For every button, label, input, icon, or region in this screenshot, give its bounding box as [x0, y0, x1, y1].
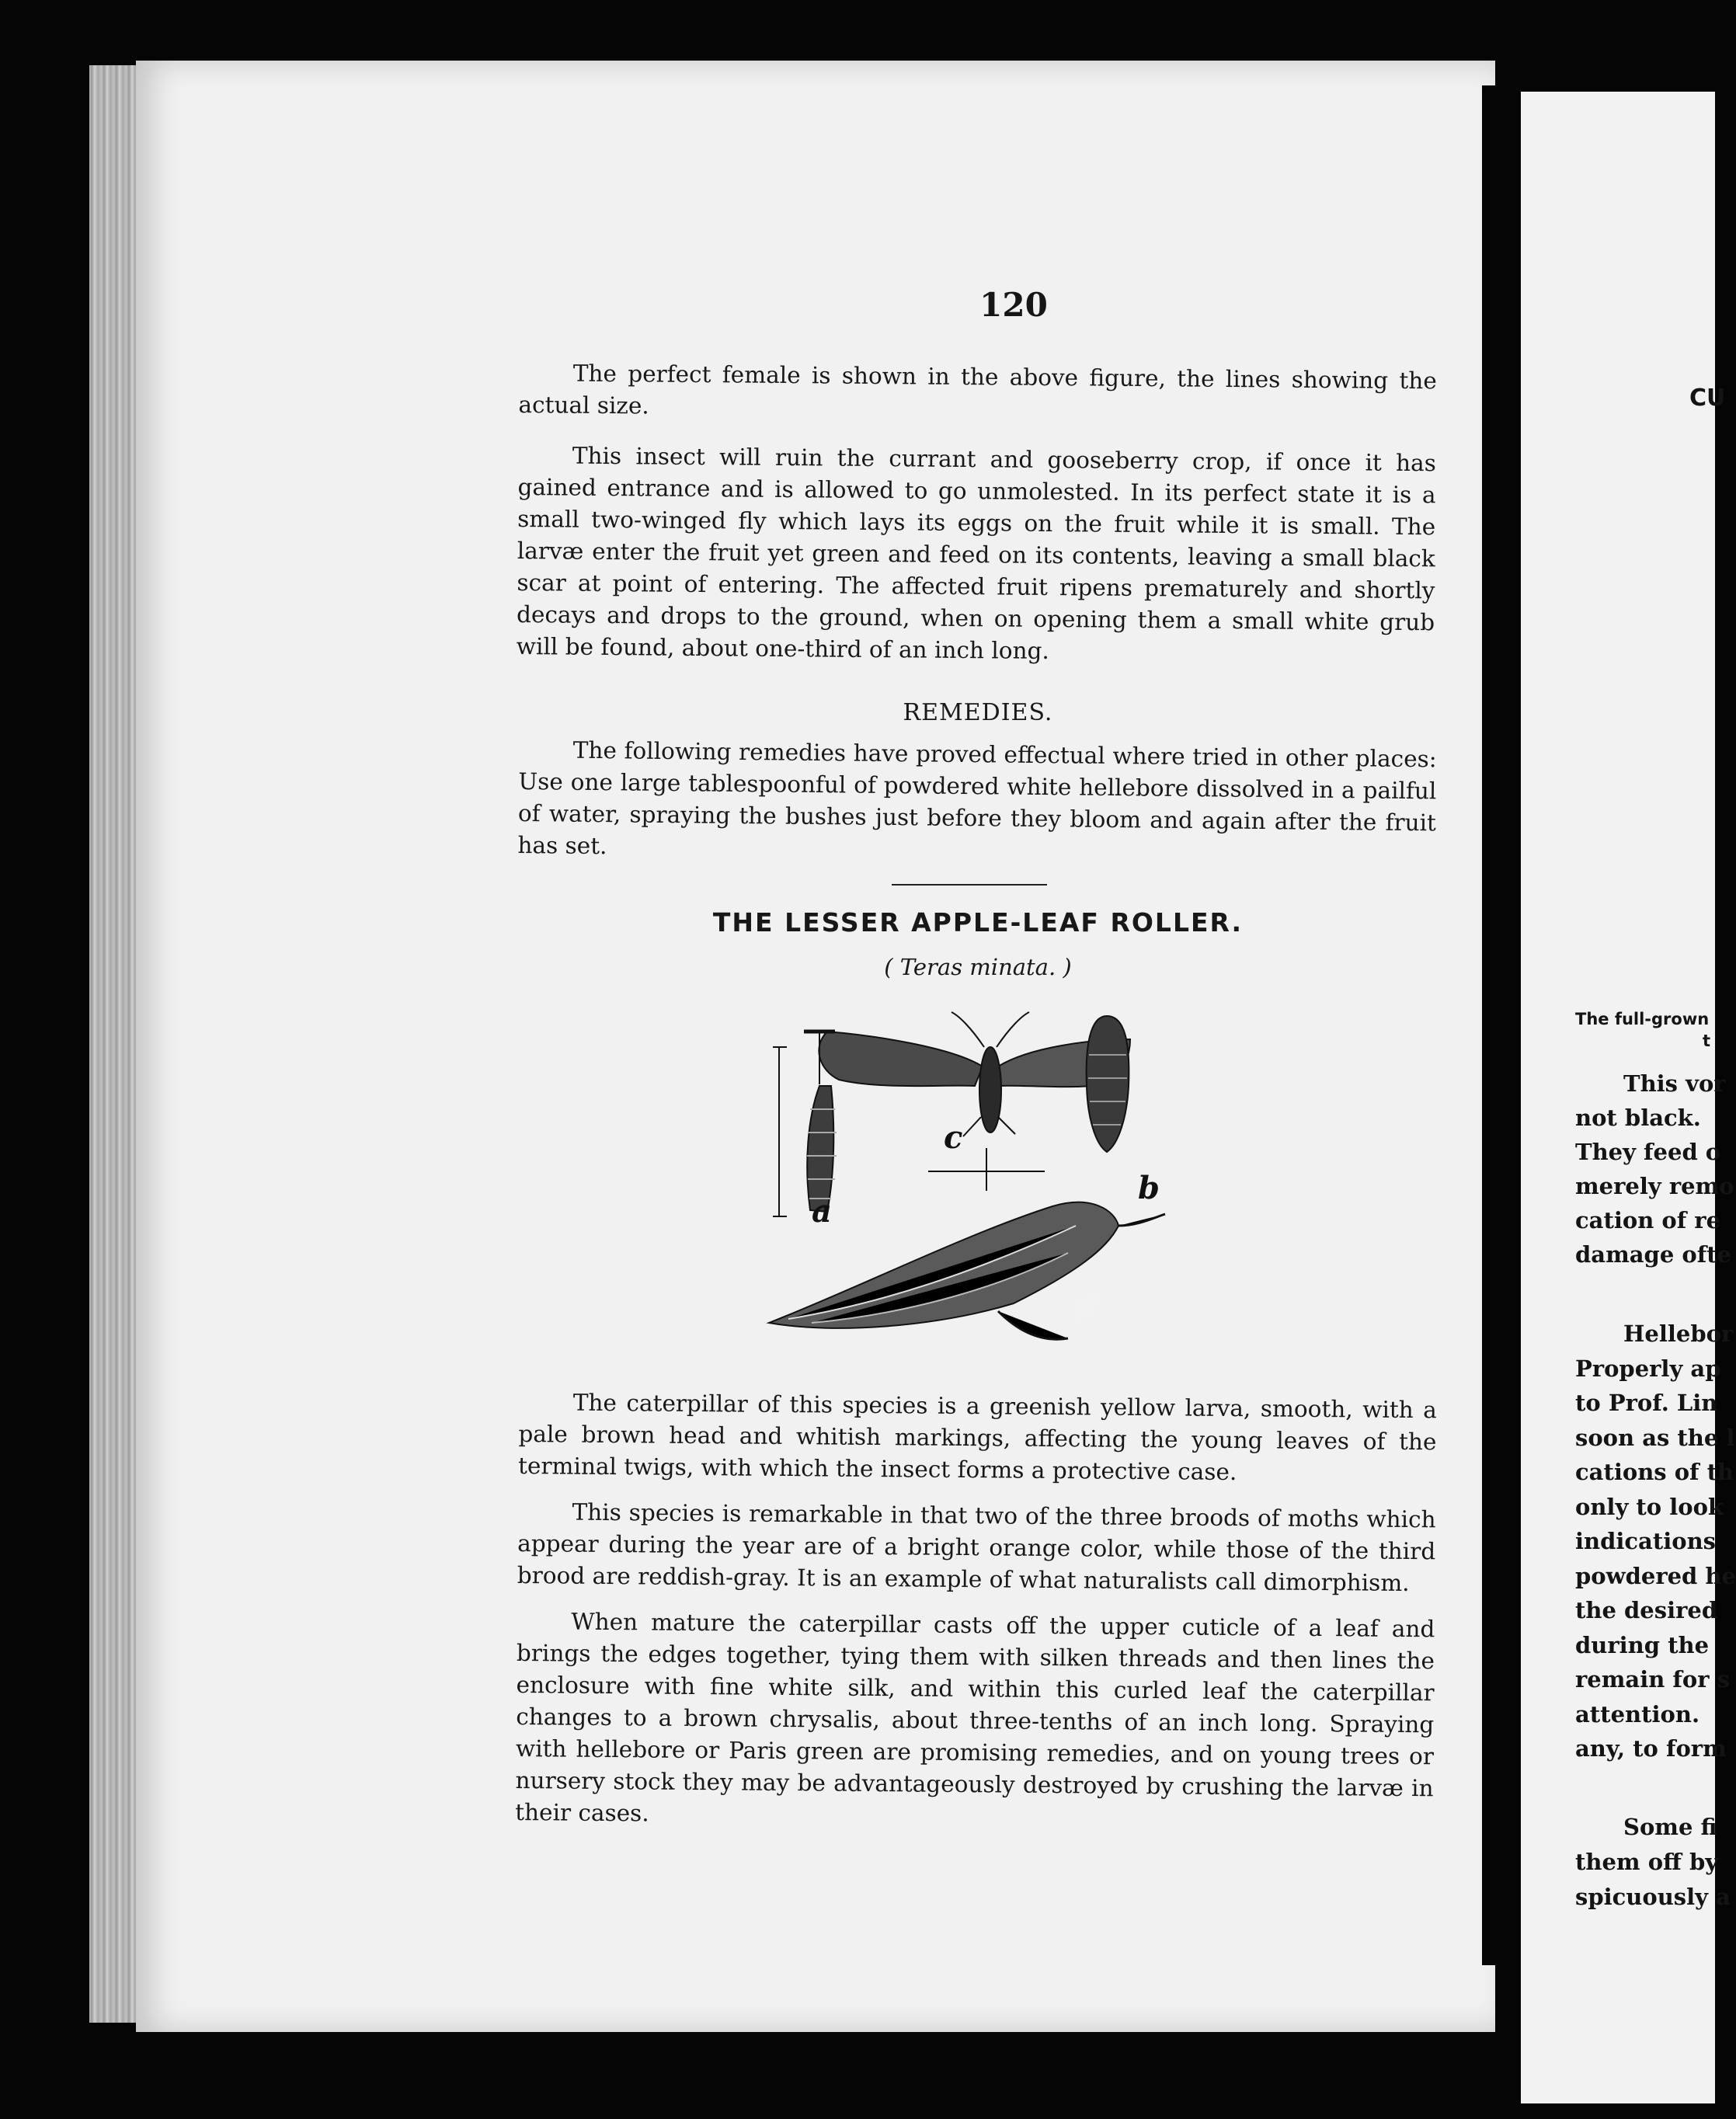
right-text-line: This vor	[1623, 1070, 1726, 1097]
right-text-line: attention.	[1575, 1700, 1700, 1728]
figure-label-a: a	[812, 1193, 832, 1230]
moth-drawing	[819, 1012, 1130, 1136]
figure-label-b: b	[1138, 1170, 1160, 1206]
right-text-line: cations of th	[1575, 1459, 1734, 1485]
right-text-line: remain for s	[1575, 1666, 1730, 1693]
right-text-line: the desired	[1575, 1597, 1718, 1623]
article-subtitle: ( Teras minata. )	[884, 954, 1072, 980]
remedies-heading: REMEDIES.	[903, 699, 1053, 726]
article-title: THE LESSER APPLE-LEAF ROLLER.	[712, 907, 1244, 938]
right-text-line: during the	[1575, 1631, 1710, 1658]
paragraph-caterpillar: The caterpillar of this species is a greenish yellow larva, smooth, with a pale brown head and whitish markings, affecting the young leaves of the terminal twigs, with which the insect forms a protective case.	[517, 1389, 1437, 1486]
figure-label-d: d	[1076, 1292, 1096, 1324]
section-divider	[892, 884, 1047, 886]
right-page	[1521, 92, 1718, 2103]
right-text-line: merely remo	[1575, 1173, 1734, 1199]
right-heading-fragment: CU	[1689, 384, 1726, 412]
right-text-line: damage ofte	[1575, 1241, 1732, 1268]
page-number: 120	[979, 286, 1048, 324]
right-text-line: Some fi	[1623, 1814, 1717, 1840]
right-text-line: powdered he	[1575, 1562, 1736, 1589]
right-text-line: to Prof. Lin	[1575, 1390, 1718, 1416]
right-text-line: not black.	[1575, 1105, 1701, 1131]
right-caption-line-1: The full-grown	[1575, 1010, 1710, 1028]
right-text-line: Properly ap	[1575, 1355, 1721, 1382]
paragraph-remedies: The following remedies have proved effectual where tried in other places: Use one large tablespoonful of powdered white hellebore dissolved in a pailful of water, spraying the bushes just before they bloom and again after the fruit has set.	[517, 736, 1437, 860]
right-text-line: any, to form	[1575, 1735, 1727, 1762]
figure-label-c: c	[944, 1119, 963, 1156]
paragraph-dimorphism: This species is remarkable in that two of the three broods of moths which appear during the year are of a bright orange color, while those of the third brood are reddish-gray. It is an example of what naturalists call dimorphism.	[517, 1498, 1436, 1597]
right-text-line: Hellebor	[1623, 1320, 1734, 1347]
right-text-line: soon as the l	[1575, 1424, 1735, 1451]
remedies-text	[517, 734, 1437, 871]
insect-illustration	[765, 993, 1169, 1366]
caterpillar-text	[515, 1387, 1437, 1836]
paragraph-chrysalis: When mature the caterpillar casts off the upper cuticle of a leaf and brings the edges together, tying them with silken threads and then lines the enclosure with fine white silk, and within this curled leaf the caterpillar changes to a brown chrysalis, about three-tenths of an inch long. Spraying with hellebore or Paris green are promising remedies, and on young trees or nursery stock they may be advantageously destroyed by crushing the larvæ in their cases.	[515, 1608, 1435, 1827]
right-text-line: spicuously a	[1575, 1884, 1731, 1910]
right-text-line: They feed o	[1575, 1139, 1721, 1165]
right-text-line: indications	[1575, 1528, 1717, 1554]
paragraph-female-figure: The perfect female is shown in the above figure, the lines showing the actual size.	[518, 360, 1437, 419]
right-text-line: them off by	[1575, 1849, 1719, 1875]
paragraph-insect-description: This insect will ruin the currant and gooseberry crop, if once it has gained entrance and is allowed to go unmolested. In its perfect state it is a small two-winged fly which lays its eggs on the fruit while it is small. The larvæ enter the fruit yet green and feed on its contents, leaving a small black scar at point of entering. The affected fruit ripens prematurely and shortly decays and drops to the ground, when on opening them a small white grub will be found, about one-third of an inch long.	[516, 442, 1437, 664]
chrysalis-drawing	[1087, 1016, 1129, 1152]
right-text-line: only to look	[1575, 1493, 1724, 1520]
intro-text	[517, 357, 1437, 670]
book-spine-gutter	[1482, 85, 1522, 1965]
right-caption-line-2: t	[1703, 1032, 1711, 1050]
right-text-line: cation of re	[1575, 1207, 1721, 1233]
